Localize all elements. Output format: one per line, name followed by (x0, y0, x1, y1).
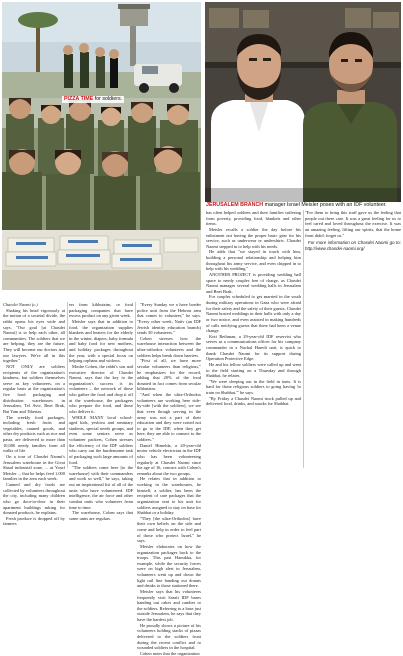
caption-photo-right (206, 202, 387, 209)
article-paragraph: "For them to bring this stuff gave us the feeling that people out there care. It was a great feeling for us to feel cared and loved throughout the exercise. It was an amazing feeling, lifting our spirits, that the home front didn't forget us." (305, 210, 401, 238)
article-paragraph: "By Friday a Chasdei Naomi truck pulled up and delivered food, drinks, and snacks for Shabbat. (206, 395, 301, 407)
article-paragraph: has often helped soldiers and their families suffering from poverty, providing food, blankets and other items. (206, 210, 301, 227)
photo-branch-manager-illustration (205, 2, 401, 202)
article-column-2 (69, 302, 133, 521)
article-paragraph: He and his fellow soldiers were called up and went to the field starting on a Thursday and through Shabbat, he relates. (206, 361, 301, 379)
caption-photo-left-kicker: PIZZA TIME (64, 96, 94, 102)
caption-photo-right-kicker: JERUSALEM BRANCH (206, 202, 264, 208)
article-paragraph: Shaking his head vigorously at the notion of a societal divide, the rabbi opens his eyes wide and says, "Our goal [at Chasdei Naomi] is to help each other, all communities. The soldiers that we are helping, they are the future. They will become our doctors and our lawyers. We're all in this together." (3, 307, 65, 364)
article-paragraph: "They [the ultra-Orthodox] have their own beliefs on the side and come and help in order to feel part of those who protect Israel," he says. (137, 515, 201, 544)
article-paragraph: ers from kibbutzim, or food packaging companies that have excess product on any given week. (69, 302, 133, 319)
article-paragraph: "We were sleeping out in the field in tents. It is hard for those religious soldiers to going having 'to train on Shabbat,'" he says. (206, 378, 301, 395)
article-paragraph: "Every Sunday we a have border police unit from the Hebron area that comes to volunteer," he says. "Every other week, Nativ (an IDF Jewish identity education branch) sends 30 volunteers." (137, 302, 201, 336)
article-paragraph: The weekly food packages, including fresh fruits and vegetables, canned goods, and other dry products such as rice and pasta, are delivered to more than 10,000 needy families from all walks of life. (3, 414, 65, 454)
article-paragraph: He adds that "we stayed in touch with him, building a personal relationship and helping him throughout his army service, and even chipped in to help with his wedding." (206, 249, 301, 272)
caption-photo-left-text: for soldiers. (94, 96, 123, 102)
caption-photo-right-text: manager Israel Meisler poses with an IDF volunteer. (264, 202, 387, 208)
article-paragraph: Koti Rethman, a 29-year-old IDF reservist who serves as a communications officer for his company commander in a Nachal Haredi unit, is quick to thank Chasdei Naomi for its support during Operation Protective Edge. (206, 333, 301, 362)
article-column-1 (3, 302, 65, 527)
article-column-5 (305, 210, 401, 470)
article-paragraph: WHILE MANY local school-aged kids, yeshiva and seminary students, special needs groups, and even some seniors serve as volunteer packers, Cohen stresses the efficiency of the IDF soldiers who carry out the burdensome task of packaging such large amounts of food. (69, 414, 133, 465)
article-paragraph: Cohen notes that the organization (140, 650, 200, 656)
article-paragraph: Chaedei Naomi (c.) (3, 302, 38, 307)
article-paragraph: ANOTHER PROJECT is providing wedding hall space to needy couples free of charge, as Chasdei Naomi manages several wedding halls in Jerusalem and Bnei Brak. (206, 271, 301, 294)
column-rule (303, 210, 304, 468)
caption-photo-left (62, 96, 124, 103)
article-paragraph: He proudly shows a picture of his volunteers holding stacks of pizzas delivered to the soldiers front during the recent conflict and to wounded soldiers in the hospital. (137, 622, 201, 651)
article-paragraph: Fresh produce is dropped off by farmers (3, 515, 65, 527)
article-paragraph: For couples scheduled to get married in the south during military operations in Gaza who were afraid for their safety and the safety of their guests, Chasdei Naomi hosted weddings in their halls with only a day or two notice, and even assisted in making hundreds of calls notifying guests that there had been a venue change. (206, 294, 301, 334)
article-paragraph: Canned and dry foods are collected by volunteers throughout the city, including many children who go door-to-door in their apartment buildings asking for donated products, he explains. (3, 482, 65, 516)
article-paragraph: "And when the ultra-Orthodox volunteers are working here side-by-side [with the soldiers], we see that even though serving in the army was not a part of their education and they were raised not to go to the IDF, when they get here, they are able to connect to the soldiers." (137, 392, 201, 442)
article-paragraph: Cohen stresses how the warehouse interaction between the ultra-orthodox volunteers and the soldiers helps break down barriers. (137, 335, 201, 358)
article-paragraph: Meisler says that in addition to food, the organization supplies blankets and heaters for the elderly in the winter, diapers, baby formula and baby food for new mothers, and holiday packages throughout the year, with a special focus on helping orphans and widows. (69, 318, 133, 364)
article-paragraph: NOT ONLY are soldiers recipients of the organization's kindness, but soldiers themselves serve as key volunteers, on a regular basis at the organization's five food packaging and distribution warehouses in Jerusalem, Tel Aviv, Bnei Brak, Bat Yam and Tiberias. (3, 363, 65, 414)
article-paragraph: "The soldiers come here [to the warehouse] with their commanders and work so well," he says, taking out an inspirational list of all of the units who have volunteered. IDF intelligence, the air force and other combat units who volunteer from time to time. (69, 465, 133, 510)
article-paragraph: He relates that in addition to working in the warehouses, he himself, a soldier, has been the recipient of care packages that the organization sent to his unit for soldiers assigned to stay on base for Shabbat or a holiday. (137, 476, 201, 516)
photo-soldiers-pizza-illustration (2, 2, 201, 290)
article-column-3 (137, 302, 201, 656)
photo-branch-manager (205, 2, 401, 202)
article-paragraph: Meisler says that his volunteers frequently visit Sarafi IDF bases handing out cakes and candies to the soldiers. Referring to a base just outside Jerusalem, he says that they have the hardest job. (137, 588, 201, 622)
article-paragraph: The warehouse, Cohen says that some units are regulars. (69, 510, 133, 521)
article-paragraph: Moshe Cohen, the rabbi's son and executive director of Chasdei Naomi, says that the key to the organization's success is its volunteers – the network of those who gather the food and drop it off at the warehouse, the packagers who prepare the food, and those who deliver it. (69, 363, 133, 414)
article-paragraph: Meisler elaborates on how the organization packages back to the troops. This past Hanukka, for example, while the security forces were on high alert in Jerusalem, volunteers went up and down the light rail line handing out donuts and drinks to those stationed there. (137, 543, 201, 589)
column-rule (67, 302, 68, 468)
article-paragraph: Meisler recalls a soldier the day before his enlistment not having the proper basic gear for his service, such as underwear or undershirts. Chasdei Naomi stepped in to help with his needs. (206, 226, 301, 249)
article-column-4 (206, 210, 301, 470)
more-info-footnote: For more information on Chasdei Naomi go to: http://www.chasdei-naomi.org/ (305, 240, 401, 251)
article-paragraph: "First of all, we have more secular volunteers than religious," he emphasizes for the record, adding that 20% of the food donated in fact comes from secular kibbutzim. (137, 358, 201, 392)
column-rule (135, 302, 136, 468)
article-paragraph: Daniel Himelda, a 20-year-old motor vehicle electrician in the IDF who has been volunteering regularly at Chasdei Naomi since the age of 16, concurs with Cohen's remarks about the two groups. (137, 442, 201, 476)
article-paragraph: On a tour of Chasdei Naomi's Jerusalem warehouse in the Givat Shaul industrial zone, ... at Yosef Meisler ... that he helps feed 1,000 families in the area each week. (3, 453, 65, 482)
photo-soldiers-pizza (2, 2, 201, 290)
